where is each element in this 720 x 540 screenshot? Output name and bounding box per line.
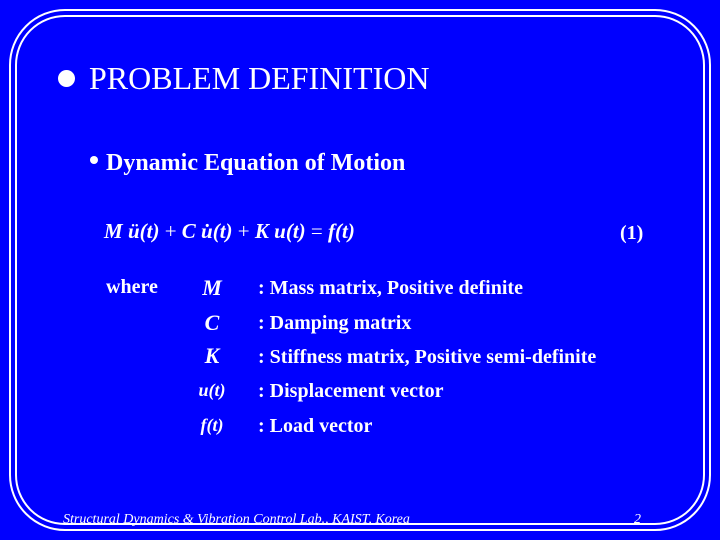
definition-text-displacement: : Displacement vector xyxy=(258,380,444,402)
eq-plus-2: + xyxy=(237,219,250,243)
eq-mass-symbol: M xyxy=(104,219,123,243)
definition-text-stiffness: : Stiffness matrix, Positive semi-definite xyxy=(258,346,597,368)
definition-symbol-damping: C xyxy=(204,310,220,335)
where-label: where xyxy=(106,276,158,298)
eq-displacement: u(t) xyxy=(274,219,306,243)
definition-symbol-stiffness: K xyxy=(204,343,220,368)
subtitle-row xyxy=(90,150,405,177)
definition-text-damping: : Damping matrix xyxy=(258,312,412,334)
eq-acceleration: ü(t) xyxy=(127,219,160,243)
definition-text-mass: : Mass matrix, Positive definite xyxy=(258,277,523,299)
eq-velocity: u̇(t) xyxy=(201,219,233,243)
eq-plus-1: + xyxy=(164,219,177,243)
sub-bullet-icon xyxy=(90,156,98,164)
definition-symbol-displacement: u(t) xyxy=(198,380,226,400)
definition-symbol-mass: M xyxy=(202,275,222,300)
slide-title-row xyxy=(58,60,429,97)
definition-text-load: : Load vector xyxy=(258,415,373,437)
slide-title: PROBLEM DEFINITION xyxy=(89,60,430,96)
definition-symbol-load: f(t) xyxy=(200,415,224,435)
eq-damping-symbol: C xyxy=(181,219,196,243)
equation-of-motion xyxy=(104,219,355,244)
bullet-icon xyxy=(58,70,75,87)
equation-number: (1) xyxy=(620,222,644,244)
slide-subtitle: Dynamic Equation of Motion xyxy=(106,150,406,176)
footer-lab-name: Structural Dynamics & Vibration Control Lab., KAIST, Korea xyxy=(63,512,410,527)
eq-equals: = xyxy=(310,219,323,243)
page-number: 2 xyxy=(634,512,641,527)
eq-load: f(t) xyxy=(328,219,355,243)
eq-stiffness-symbol: K xyxy=(254,219,269,243)
